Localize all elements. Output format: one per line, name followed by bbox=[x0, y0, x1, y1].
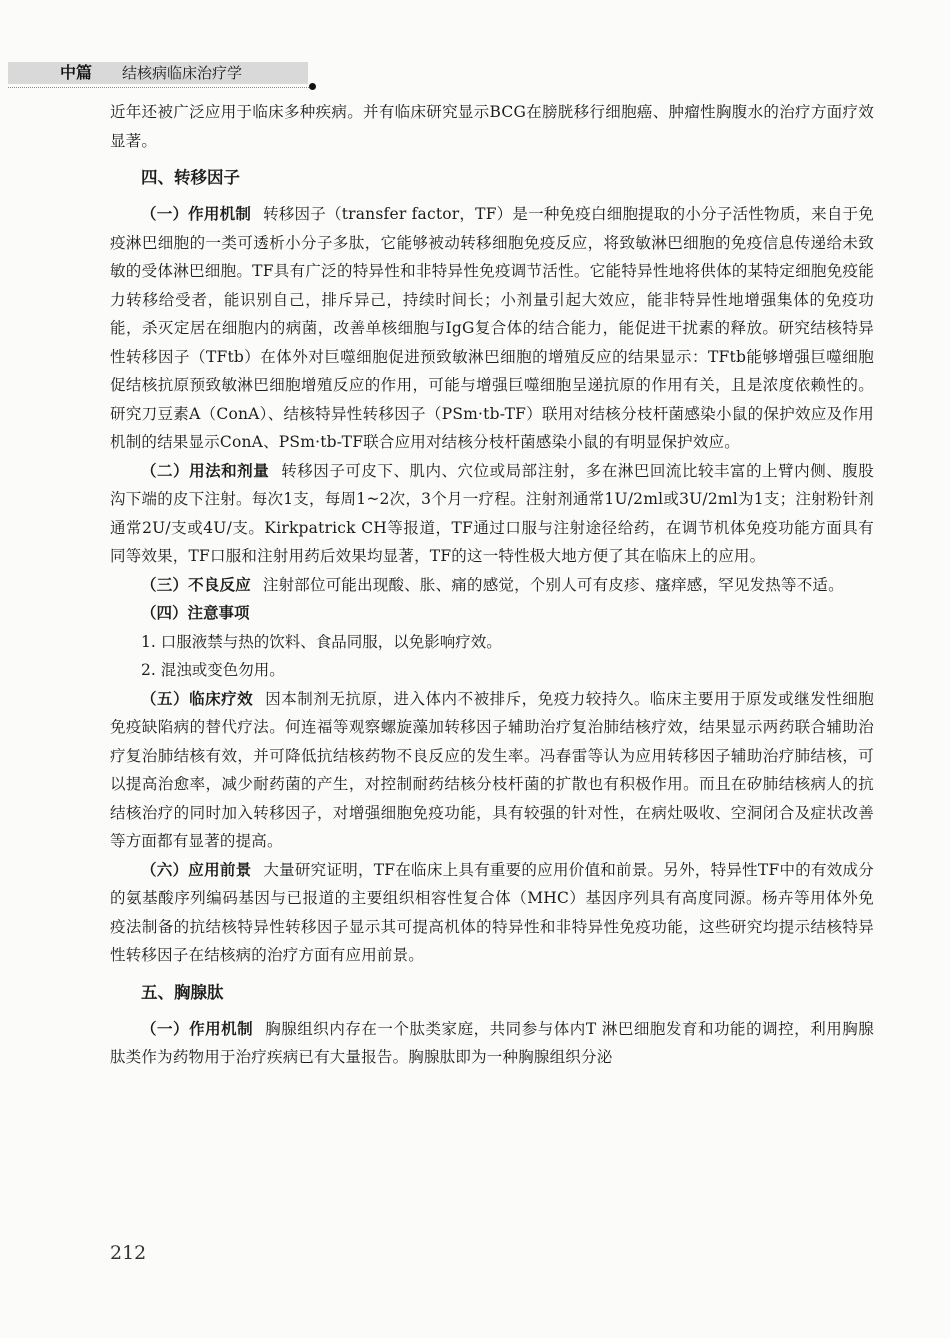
section4-heading: 四、转移因子 bbox=[141, 168, 240, 187]
section5-mechanism-text: 胸腺组织内存在一个肽类家庭，共同参与体内T 淋巴细胞发育和功能的调控，利用胸腺肽类作为药物用于治疗疾病已有大量报告。胸腺肽即为一种胸腺组织分泌 bbox=[110, 1019, 874, 1066]
section4-usage-paragraph bbox=[110, 457, 874, 571]
section4-usage-text: 转移因子可皮下、肌内、穴位或局部注射，多在淋巴回流比较丰富的上臂内侧、腹股沟下端的皮下注射。每次1支，每周1~2次，3个月一疗程。注射剂通常1U/2ml或3U/2ml为1支；注射粉针剂通常2U/支或4U/支。Kirkpatrick CH等报道，TF通过口服与注射途径给药，在调节机体免疫功能方面具有同等效果，TF口服和注射用药后效果均显著，TF的这一特性极大地方便了其在临床上的应用。 bbox=[110, 461, 874, 565]
precaution-item: 1. 口服液禁与热的饮料、食品同服，以免影响疗效。 bbox=[141, 632, 502, 651]
header-book-title: 结核病临床治疗学 bbox=[122, 64, 243, 82]
section4-precautions-heading: （四）注意事项 bbox=[141, 604, 250, 622]
section4-mechanism-lead: （一）作用机制 bbox=[141, 205, 252, 223]
section4-adverse-paragraph bbox=[110, 571, 874, 600]
intro-paragraph: 近年还被广泛应用于临床多种疾病。并有临床研究显示BCG在膀胱移行细胞癌、肿瘤性胸腹水的治疗方面疗效显著。 bbox=[110, 103, 874, 150]
section4-adverse-text: 注射部位可能出现酸、胀、痛的感觉，个别人可有皮疹、瘙痒感，罕见发热等不适。 bbox=[262, 575, 844, 594]
header-dotted-rule bbox=[8, 87, 313, 88]
section4-mechanism-text: 转移因子（transfer factor，TF）是一种免疫白细胞提取的小分子活性物质，来自于免疫淋巴细胞的一类可透析小分子多肽，它能够被动转移细胞免疫反应，将致敏淋巴细胞的免疫信息传递给未致敏的受体淋巴细胞。TF具有广泛的特异性和非特异性免疫调节活性。它能特异性地将供体的某特定细胞免疫能力转移给受者，能识别自己，排斥异己，持续时间长；小剂量引起大效应，能非特异性地增强集体的免疫功能，杀灭定居在细胞内的病菌，改善单核细胞与IgG复合体的结合能力，能促进干扰素的释放。研究结核特异性转移因子（TFtb）在体外对巨噬细胞促进预致敏淋巴细胞的增殖反应的结果显示：TFtb能够增强巨噬细胞促结核抗原预致敏淋巴细胞增殖反应的作用，可能与增强巨噬细胞呈递抗原的作用有关，且是浓度依赖性的。研究刀豆素A（ConA）、结核特异性转移因子（PSm·tb-TF）联用对结核分枝杆菌感染小鼠的保护效应及作用机制的结果显示ConA、PSm·tb-TF联合应用对结核分枝杆菌感染小鼠的有明显保护效应。 bbox=[110, 205, 875, 451]
section4-efficacy-paragraph bbox=[110, 685, 874, 856]
section4-adverse-lead: （三）不良反应 bbox=[141, 575, 251, 594]
section4-efficacy-lead: （五）临床疗效 bbox=[141, 689, 254, 708]
section4-prospects-lead: （六）应用前景 bbox=[141, 860, 252, 879]
section4-usage-lead: （二）用法和剂量 bbox=[141, 461, 270, 480]
section4-mechanism-paragraph bbox=[110, 200, 874, 457]
page-number: 212 bbox=[110, 1242, 147, 1264]
header-dot bbox=[309, 83, 316, 90]
precaution-item: 2. 混浊或变色勿用。 bbox=[141, 661, 285, 679]
section5-mechanism-lead: （一）作用机制 bbox=[141, 1019, 254, 1038]
page-body bbox=[110, 98, 874, 1072]
section4-prospects-text: 大量研究证明，TF在临床上具有重要的应用价值和前景。另外，特异性TF中的有效成分的氨基酸序列编码基因与已报道的主要组织相容性复合体（MHC）基因序列具有高度同源。杨卉等用体外免疫法制备的抗结核特异性转移因子显示其可提高机体的特异性和非特异性免疫功能，这些研究均提示结核特异性转移因子在结核病的治疗方面有应用前景。 bbox=[110, 860, 874, 964]
section5-heading: 五、胸腺肽 bbox=[141, 982, 224, 1002]
section5-mechanism-paragraph bbox=[110, 1015, 874, 1072]
section4-efficacy-text: 因本制剂无抗原，进入体内不被排斥，免疫力较持久。临床主要用于原发或继发性细胞免疫缺陷病的替代疗法。何连福等观察螺旋藻加转移因子辅助治疗复治肺结核疗效，结果显示两药联合辅助治疗复治肺结核有效，并可降低抗结核药物不良反应的发生率。冯春雷等认为应用转移因子辅助治疗肺结核，可以提高治愈率，减少耐药菌的产生，对控制耐药结核分枝杆菌的扩散也有积极作用。而且在矽肺结核病人的抗结核治疗的同时加入转移因子，对增强细胞免疫功能，具有较强的针对性，在病灶吸收、空洞闭合及症状改善等方面都有显著的提高。 bbox=[110, 689, 875, 850]
running-header bbox=[0, 52, 330, 88]
section4-prospects-paragraph bbox=[110, 856, 874, 970]
header-part-label: 中篇 bbox=[60, 63, 93, 82]
